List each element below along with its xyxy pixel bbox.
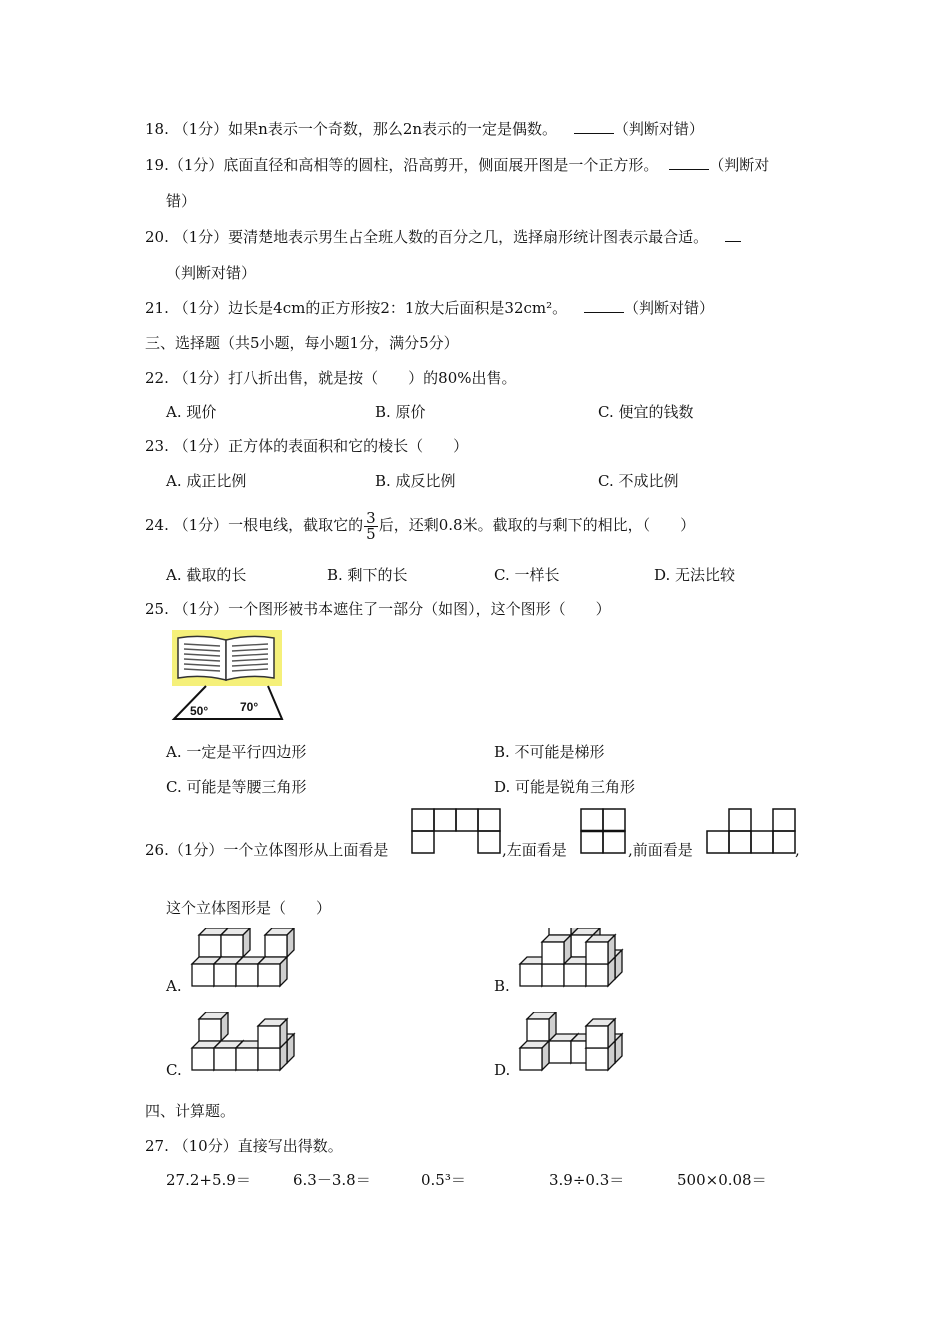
cube bbox=[542, 935, 571, 964]
angle-label-left: 50° bbox=[190, 704, 209, 718]
option-a[interactable]: A. 现价 bbox=[166, 403, 217, 421]
cube bbox=[520, 1041, 549, 1070]
question-21-text: 21. （1分）边长是4cm的正方形按2：1放大后面积是32cm²。 bbox=[145, 299, 568, 317]
cube bbox=[586, 935, 615, 964]
question-19-cont: 错） bbox=[166, 192, 197, 210]
question-19-text: 19.（1分）底面直径和高相等的圆柱，沿高剪开，侧面展开图是一个正方形。 bbox=[145, 156, 659, 174]
question-20-cont: （判断对错） bbox=[166, 264, 257, 282]
top-view-figure bbox=[411, 808, 501, 854]
question-20 bbox=[145, 227, 741, 247]
question-23: 23. （1分）正方体的表面积和它的棱长（ ） bbox=[145, 437, 469, 455]
option-a[interactable]: A. 成正比例 bbox=[166, 472, 247, 490]
fraction-denominator: 5 bbox=[366, 524, 376, 543]
question-22: 22. （1分）打八折出售，就是按（ ）的80%出售。 bbox=[145, 369, 517, 387]
calc-item: 27.2+5.9＝ bbox=[166, 1171, 251, 1189]
question-20-text: 20. （1分）要清楚地表示男生占全班人数的百分之几，选择扇形统计图表示最合适。 bbox=[145, 228, 709, 246]
option-b[interactable]: B. 成反比例 bbox=[375, 472, 456, 490]
answer-blank[interactable] bbox=[725, 227, 741, 242]
front-view-figure bbox=[706, 808, 796, 854]
option-d[interactable]: D. 无法比较 bbox=[654, 566, 736, 584]
book-figure bbox=[170, 628, 288, 724]
left-view-figure bbox=[580, 808, 628, 854]
question-18 bbox=[145, 119, 704, 139]
answer-blank[interactable] bbox=[574, 119, 614, 134]
option-c-solid-figure[interactable] bbox=[190, 1012, 300, 1074]
question-19-suffix: （判断对 bbox=[709, 156, 770, 174]
calc-item: 3.9÷0.3＝ bbox=[549, 1171, 625, 1189]
question-21-suffix: （判断对错） bbox=[623, 299, 714, 317]
question-18-text: 18. （1分）如果n表示一个奇数，那么2n表示的一定是偶数。 bbox=[145, 120, 558, 138]
calc-item: 0.5³＝ bbox=[421, 1171, 466, 1189]
fraction bbox=[364, 508, 378, 543]
calc-item: 500×0.08＝ bbox=[677, 1171, 767, 1189]
cube bbox=[265, 928, 294, 957]
question-21 bbox=[145, 298, 714, 318]
angle-label-right: 70° bbox=[240, 700, 259, 714]
option-b[interactable]: B. bbox=[494, 977, 510, 995]
option-b[interactable]: B. 原价 bbox=[375, 403, 426, 421]
answer-blank[interactable] bbox=[584, 298, 624, 313]
section-4-title: 四、计算题。 bbox=[145, 1102, 236, 1120]
question-26-pre: 26.（1分）一个立体图形从上面看是 bbox=[145, 841, 389, 859]
question-24 bbox=[145, 510, 695, 542]
question-18-suffix: （判断对错） bbox=[613, 120, 704, 138]
option-c[interactable]: C. 可能是等腰三角形 bbox=[166, 778, 307, 796]
calc-item: 6.3－3.8＝ bbox=[293, 1171, 371, 1189]
option-c[interactable]: C. 不成比例 bbox=[598, 472, 679, 490]
cube bbox=[527, 1012, 556, 1041]
fraction-numerator: 3 bbox=[366, 508, 376, 527]
option-a[interactable]: A. bbox=[166, 977, 182, 995]
option-c[interactable]: C. bbox=[166, 1061, 182, 1079]
question-26-mid1: ,左面看是 bbox=[502, 841, 567, 859]
question-26-end: , bbox=[795, 841, 800, 859]
option-b[interactable]: B. 不可能是梯形 bbox=[494, 743, 605, 761]
option-d-solid-figure[interactable] bbox=[518, 1012, 633, 1074]
cube bbox=[258, 1019, 287, 1048]
cube bbox=[258, 957, 287, 986]
option-a-solid-figure[interactable] bbox=[190, 928, 300, 990]
option-d[interactable]: D. 可能是锐角三角形 bbox=[494, 778, 636, 796]
option-d[interactable]: D. bbox=[494, 1061, 511, 1079]
question-19 bbox=[145, 155, 769, 175]
question-24-post: 后，还剩0.8米。截取的与剩下的相比，（ ） bbox=[378, 516, 696, 534]
answer-blank[interactable] bbox=[669, 155, 709, 170]
question-26-mid2: ,前面看是 bbox=[628, 841, 693, 859]
option-c[interactable]: C. 一样长 bbox=[494, 566, 560, 584]
book-icon bbox=[178, 636, 274, 680]
question-26-line2: 这个立体图形是（ ） bbox=[166, 899, 332, 917]
cube bbox=[221, 928, 250, 957]
option-a[interactable]: A. 一定是平行四边形 bbox=[166, 743, 307, 761]
question-25: 25. （1分）一个图形被书本遮住了一部分（如图），这个图形（ ） bbox=[145, 600, 611, 618]
section-3-title: 三、选择题（共5小题，每小题1分，满分5分） bbox=[145, 334, 459, 352]
option-b-solid-figure[interactable] bbox=[518, 928, 633, 990]
question-27: 27. （10分）直接写出得数。 bbox=[145, 1137, 343, 1155]
option-c[interactable]: C. 便宜的钱数 bbox=[598, 403, 694, 421]
option-b[interactable]: B. 剩下的长 bbox=[327, 566, 408, 584]
option-a[interactable]: A. 截取的长 bbox=[166, 566, 247, 584]
cube bbox=[586, 1019, 615, 1048]
cube bbox=[199, 1012, 228, 1041]
question-24-pre: 24. （1分）一根电线，截取它的 bbox=[145, 516, 364, 534]
